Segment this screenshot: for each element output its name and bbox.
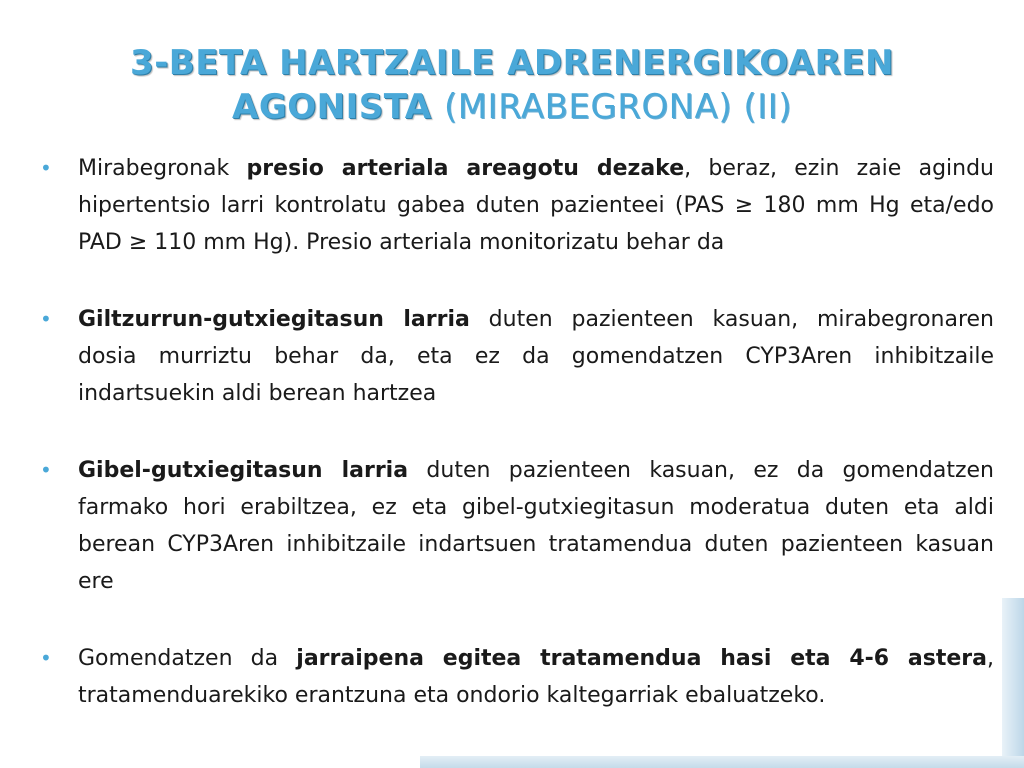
bullet-text-segment: , tratamenduarekiko erantzuna eta ondorio kaltegarriak ebaluatzeko. [78, 646, 994, 708]
bullet-text-emphasis: Giltzurrun-gutxiegitasun larria [78, 307, 470, 332]
bullet-item-renal-impairment [40, 301, 994, 412]
bullet-item-hepatic-impairment [40, 452, 994, 600]
bullet-item-follow-up [40, 640, 994, 714]
bullet-dot-icon: • [40, 307, 52, 331]
bullet-text [78, 458, 994, 594]
bullet-text-emphasis: jarraipena egitea tratamendua hasi eta 4-6 astera [296, 646, 987, 671]
bullet-item-blood-pressure [40, 150, 994, 261]
bullet-dot-icon: • [40, 646, 52, 670]
bullet-text [78, 646, 994, 708]
bullet-text-segment: , beraz, ezin zaie agindu hipertentsio larri kontrolatu gabea duten pazienteei (PAS ≥ 180 mm Hg eta/edo PAD ≥ 110 mm Hg). Presio arteriala monitorizatu behar da [78, 156, 995, 255]
bullet-text-emphasis: Gibel-gutxiegitasun larria [78, 458, 409, 483]
bullet-dot-icon: • [40, 156, 52, 180]
bullet-text-segment: duten pazienteen kasuan, mirabegronaren dosia murriztu behar da, eta ez da gomendatzen CYP3Aren inhibitzaile indartsuekin aldi berean hartzea [78, 307, 995, 406]
bullet-text-segment: Gomendatzen da [78, 646, 297, 671]
decorative-side-strip [1002, 598, 1024, 768]
bullet-list [40, 150, 994, 754]
bullet-dot-icon: • [40, 458, 52, 482]
title-line-1: 3-BETA HARTZAILE ADRENERGIKOAREN [130, 42, 894, 83]
decorative-bottom-strip [420, 756, 1024, 768]
slide-title [40, 41, 984, 129]
bullet-text [78, 307, 994, 406]
bullet-text [78, 156, 994, 255]
title-line-2-light: (MIRABEGRONA) (II) [443, 86, 792, 127]
bullet-text-emphasis: presio arteriala areagotu dezake [246, 156, 685, 181]
title-line-2-bold: AGONISTA [232, 86, 432, 127]
bullet-text-segment: duten pazienteen kasuan, ez da gomendatzen farmako hori erabiltzea, ez eta gibel-gutxiegitasun moderatua duten eta aldi berean CYP3Aren inhibitzaile indartsuen tratamendua duten pazienteen kasuan ere [78, 458, 994, 594]
bullet-text-segment: Mirabegronak [78, 156, 247, 181]
